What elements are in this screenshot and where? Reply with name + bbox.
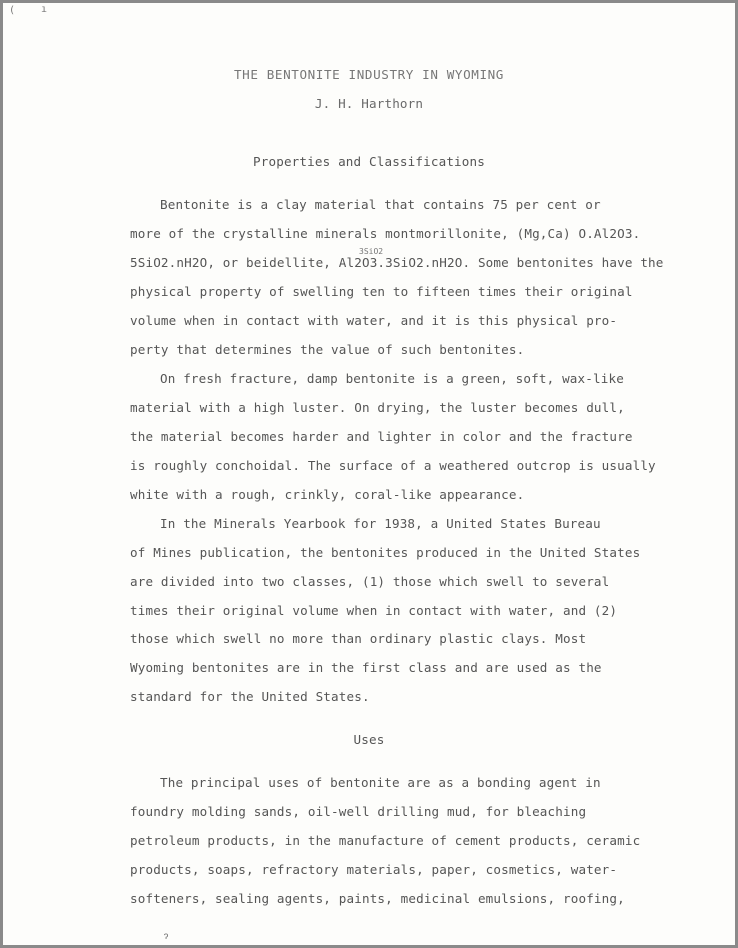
interlinear-note: 3SiO2 <box>359 247 384 256</box>
text-line: In the Minerals Yearbook for 1938, a United States Bureau <box>160 516 601 531</box>
text-line: white with a rough, crinkly, coral-like appearance. <box>130 487 525 502</box>
text-line: Bentonite is a clay material that contains 75 per cent or <box>160 197 601 212</box>
document-title: THE BENTONITE INDUSTRY IN WYOMING <box>233 67 504 82</box>
text-line: is roughly conchoidal. The surface of a weathered outcrop is usually <box>130 458 656 473</box>
document-author: J. H. Harthorn <box>314 96 424 111</box>
scan-mark: ı <box>41 4 48 15</box>
text-line: of Mines publication, the bentonites produced in the United States <box>130 545 641 560</box>
text-line: perty that determines the value of such bentonites. <box>130 342 525 357</box>
text-line: the material becomes harder and lighter in color and the fracture <box>130 429 633 444</box>
text-line: Wyoming bentonites are in the first class and are used as the <box>130 660 602 675</box>
text-line: material with a high luster. On drying, the luster becomes dull, <box>130 400 625 415</box>
scan-mark: ( <box>9 5 16 16</box>
text-line: those which swell no more than ordinary plastic clays. Most <box>130 631 587 646</box>
text-line: foundry molding sands, oil-well drilling mud, for bleaching <box>130 804 587 819</box>
text-line: 5SiO2.nH2O, or beidellite, Al2O3.3SiO2.nH2O. Some bentonites have the <box>130 255 664 270</box>
section-heading-uses: Uses <box>353 732 385 747</box>
text-line: physical property of swelling ten to fifteen times their original <box>130 284 633 299</box>
text-line: volume when in contact with water, and it is this physical pro- <box>130 313 618 328</box>
document-page <box>3 3 735 945</box>
text-line: standard for the United States. <box>130 689 370 704</box>
text-line: products, soaps, refractory materials, paper, cosmetics, water- <box>130 862 618 877</box>
section-heading-properties: Properties and Classifications <box>253 154 485 169</box>
text-line: are divided into two classes, (1) those which swell to several <box>130 574 610 589</box>
text-line: more of the crystalline minerals montmorillonite, (Mg,Ca) O.Al2O3. <box>130 226 641 241</box>
text-line: times their original volume when in contact with water, and (2) <box>130 603 618 618</box>
text-line: softeners, sealing agents, paints, medicinal emulsions, roofing, <box>130 891 625 906</box>
text-line: The principal uses of bentonite are as a bonding agent in <box>160 775 601 790</box>
scan-mark: ɂ <box>163 931 170 942</box>
text-line: petroleum products, in the manufacture of cement products, ceramic <box>130 833 641 848</box>
text-line: On fresh fracture, damp bentonite is a green, soft, wax-like <box>160 371 624 386</box>
